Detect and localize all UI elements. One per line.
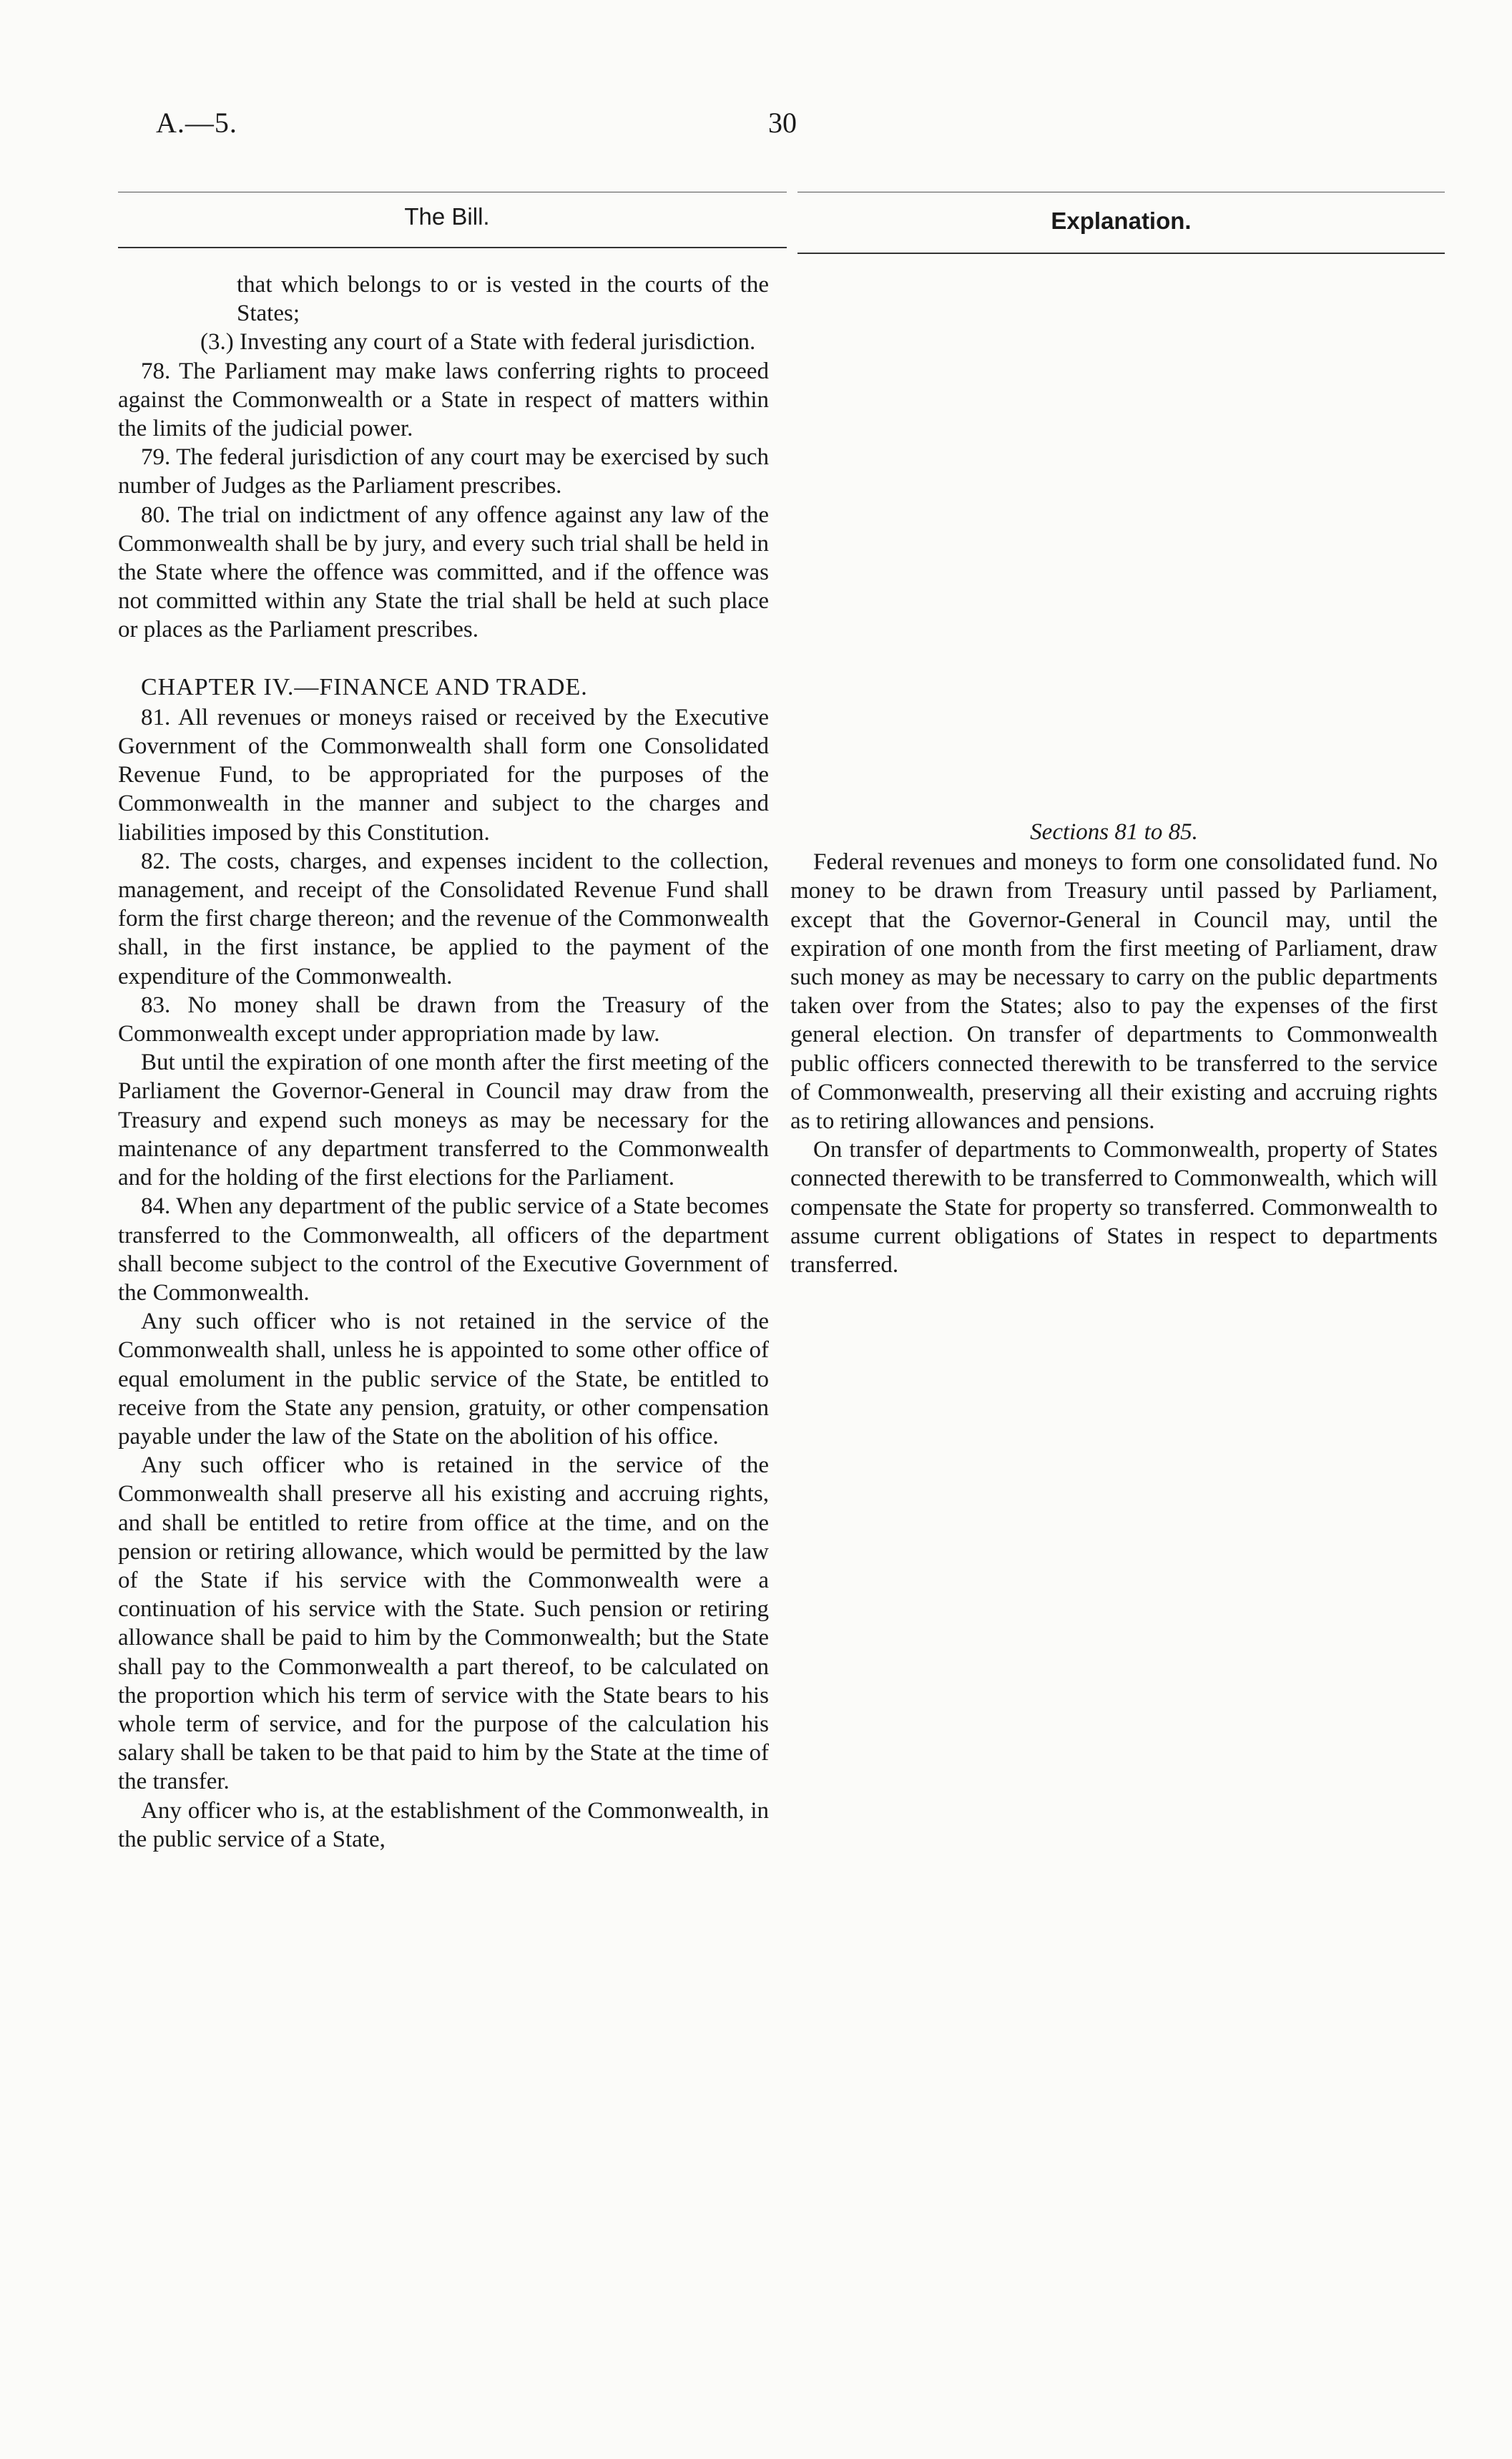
chapter-title: CHAPTER IV.—FINANCE AND TRADE. (141, 673, 588, 700)
bill-text-column (118, 270, 769, 1854)
document-reference: A.—5. (156, 107, 237, 139)
explanation-column-heading: Explanation. (1051, 207, 1192, 234)
bill-item-3: (3.) Investing any court of a State with federal jurisdiction. (200, 329, 756, 356)
bill-column-heading: The Bill. (404, 203, 490, 230)
bill-section-78: 78. The Parliament may make laws conferring rights to proceed against the Commonwealth or a State in respect of matters within the limits of the judicial power. (118, 358, 769, 442)
bill-section-84-paragraph-2: Any such officer who is not retained in the service of the Commonwealth shall, unless he is appointed to some other office of equal emolument in the public service of the State, be entitled to receive from the State any pension, gratuity, or other compensation payable under the law of the State on the abolition of his office. (118, 1309, 769, 1450)
bill-section-83: 83. No money shall be drawn from the Treasury of the Commonwealth except under appropriation made by law. (118, 992, 769, 1047)
page-number: 30 (768, 107, 797, 139)
bill-section-84-paragraph-3: Any such officer who is retained in the service of the Commonwealth shall preserve all his existing and accruing rights, and shall be entitled to retire from office at the time, and on the pension or retiring allowance, which would be permitted by the law of the State if his service with the Commonwealth were a continuation of his service with the State. Such pension or retiring allowance shall be paid to him by the Commonwealth; but the State shall pay to the Commonwealth a part thereof, to be calculated on the proportion which his term of service with the State bears to his whole term of service, and for the purpose of the calculation his salary shall be taken to be that paid to him by the State at the time of the transfer. (118, 1452, 769, 1795)
bill-section-80: 80. The trial on indictment of any offence against any law of the Commonwealth shall be by jury, and every such trial shall be held in the State where the offence was committed, and if the offence was not committed within any State the trial shall be held at such place or places as the Parliament prescribes. (118, 502, 769, 643)
bill-opening-continuation: that which belongs to or is vested in the courts of the States; (237, 272, 769, 327)
bill-section-79: 79. The federal jurisdiction of any court may be exercised by such number of Judges as the Parliament prescribes. (118, 444, 769, 499)
explanation-text-column (790, 818, 1438, 1279)
explanation-heading-underline (797, 253, 1445, 254)
bill-section-81: 81. All revenues or moneys raised or received by the Executive Government of the Commonwealth shall form one Consolidated Revenue Fund, to be appropriated for the purposes of the Commonwealth in the manner and subject to the charges and liabilities imposed by this Constitution. (118, 704, 769, 846)
bill-section-84-paragraph-4: Any officer who is, at the establishment of the Commonwealth, in the public service of a State, (118, 1797, 769, 1852)
explanation-sections-label: Sections 81 to 85. (1030, 819, 1198, 845)
bill-section-83-paragraph-2: But until the expiration of one month after the first meeting of the Parliament the Governor-General in Council may draw from the Treasury and expend such moneys as may be necessary for the maintenance of any department transferred to the Commonwealth and for the holding of the first elections for the Parliament. (118, 1050, 769, 1191)
bill-section-84: 84. When any department of the public service of a State becomes transferred to the Commonwealth, all officers of the department shall become subject to the control of the Executive Government of the Commonwealth. (118, 1193, 769, 1306)
explanation-paragraph-2: On transfer of departments to Commonwealth, property of States connected therewith to be transferred to Commonwealth, which will compensate the State for property so transferred. Commonwealth to assume current obligations of States in respect to departments transferred. (790, 1137, 1438, 1279)
bill-heading-underline (118, 247, 787, 248)
bill-section-82: 82. The costs, charges, and expenses incident to the collection, management, and receipt of the Consolidated Revenue Fund shall form the first charge thereon; and the revenue of the Commonwealth shall, in the first instance, be applied to the payment of the expenditure of the Commonwealth. (118, 848, 769, 989)
explanation-paragraph-1: Federal revenues and moneys to form one consolidated fund. No money to be drawn from Treasury until passed by Parliament, except that the Governor-General in Council may, until the expiration of one month from the first meeting of Parliament, draw such money as may be necessary to carry on the public departments taken over from the States; also to pay the expenses of the first general election. On transfer of departments to Commonwealth public officers connected therewith to be transferred to the service of Commonwealth, preserving all their existing and accruing rights as to retiring allowances and pensions. (790, 849, 1438, 1135)
